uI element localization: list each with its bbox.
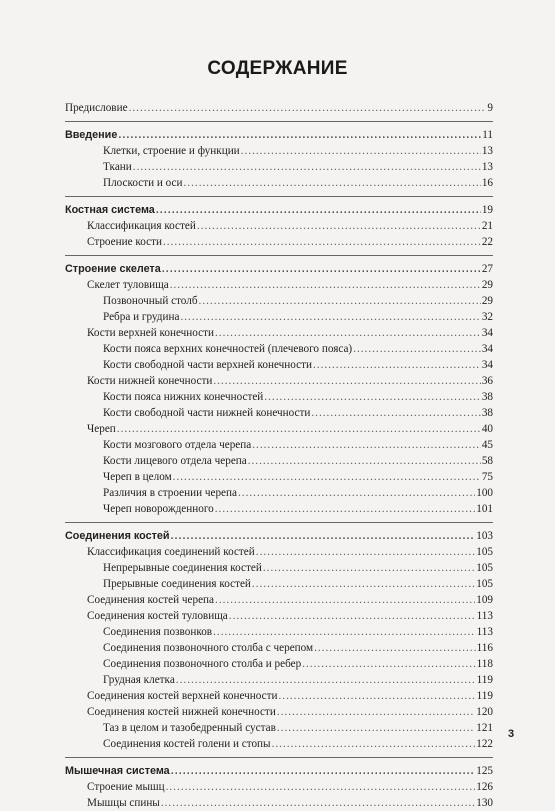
- toc-entry: [65, 389, 493, 405]
- toc-entry-page: 121: [476, 722, 493, 734]
- toc-entry: [65, 218, 493, 234]
- toc-entry-title: Классификация соединений костей: [87, 546, 255, 558]
- toc-entry: [65, 736, 493, 752]
- dot-leader: [252, 576, 475, 592]
- toc-entry-title: Строение скелета: [65, 263, 161, 275]
- toc-entry-title: Кости свободной части нижней конечности: [103, 407, 311, 419]
- toc-entry-title: Череп: [87, 423, 116, 435]
- toc-entry-page: 19: [481, 204, 493, 216]
- toc-entry: [65, 640, 493, 656]
- toc-entry-page: 105: [476, 562, 493, 574]
- toc-entry-page: 113: [476, 626, 493, 638]
- toc-entry-page: 100: [476, 487, 493, 499]
- toc-section-entry: [65, 261, 493, 277]
- dot-leader: [176, 672, 476, 688]
- toc-entry-page: 21: [481, 220, 493, 232]
- toc-entry: [65, 143, 493, 159]
- dot-leader: [213, 624, 476, 640]
- toc-entry: [65, 672, 493, 688]
- toc-entry: [65, 309, 493, 325]
- dot-leader: [302, 656, 475, 672]
- toc-entry: [65, 175, 493, 191]
- toc-entry: [65, 100, 493, 116]
- toc-entry-page: 116: [476, 642, 493, 654]
- dot-leader: [162, 261, 481, 277]
- dot-leader: [277, 704, 475, 720]
- toc-entry: [65, 779, 493, 795]
- dot-leader: [156, 202, 481, 218]
- toc-entry-title: Кости верхней конечности: [87, 327, 214, 339]
- toc-entry-title: Мышечная система: [65, 765, 170, 777]
- dot-leader: [263, 560, 475, 576]
- dot-leader: [166, 779, 476, 795]
- toc-entry-title: Скелет туловища: [87, 279, 169, 291]
- dot-leader: [133, 159, 481, 175]
- dot-leader: [161, 795, 475, 811]
- toc-entry-page: 34: [481, 327, 493, 339]
- toc-entry: [65, 453, 493, 469]
- toc-entry-title: Соединения позвоночного столба и ребер: [103, 658, 302, 670]
- toc-entry-page: 105: [476, 578, 493, 590]
- toc-entry-title: Таз в целом и тазобедренный сустав: [103, 722, 276, 734]
- toc-entry: [65, 560, 493, 576]
- toc-entry-page: 75: [481, 471, 493, 483]
- toc-entry-title: Соединения костей верхней конечности: [87, 690, 278, 702]
- toc-entry-page: 130: [476, 797, 493, 809]
- toc-section-entry: [65, 528, 493, 544]
- toc-entry: [65, 341, 493, 357]
- toc-entry-page: 16: [481, 177, 493, 189]
- toc-entry: [65, 720, 493, 736]
- toc-entry-title: Прерывные соединения костей: [103, 578, 251, 590]
- toc-entry-title: Предисловие: [65, 102, 128, 114]
- toc-entry-title: Кости свободной части верхней конечности: [103, 359, 312, 371]
- toc-entry-title: Ребра и грудина: [103, 311, 180, 323]
- toc-entry-page: 58: [481, 455, 493, 467]
- table-of-contents: [65, 100, 493, 811]
- toc-entry-title: Соединения костей нижней конечности: [87, 706, 276, 718]
- toc-entry-page: 36: [481, 375, 493, 387]
- toc-entry-page: 118: [476, 658, 493, 670]
- toc-entry-page: 13: [481, 145, 493, 157]
- toc-entry: [65, 608, 493, 624]
- toc-entry-page: 40: [481, 423, 493, 435]
- section-divider: [65, 196, 493, 197]
- section-divider: [65, 121, 493, 122]
- toc-entry: [65, 234, 493, 250]
- dot-leader: [173, 469, 481, 485]
- toc-entry-page: 119: [476, 690, 493, 702]
- toc-entry-page: 29: [481, 279, 493, 291]
- toc-entry: [65, 277, 493, 293]
- toc-entry-title: Соединения костей туловища: [87, 610, 228, 622]
- toc-entry-title: Ткани: [103, 161, 132, 173]
- toc-entry-page: 29: [481, 295, 493, 307]
- dot-leader: [314, 640, 476, 656]
- toc-entry-page: 113: [476, 610, 493, 622]
- toc-entry-title: Строение мышц: [87, 781, 165, 793]
- page-title: СОДЕРЖАНИЕ: [207, 58, 348, 79]
- page-number: 3: [508, 728, 515, 740]
- toc-entry: [65, 501, 493, 517]
- toc-entry-page: 120: [476, 706, 493, 718]
- toc-entry-page: 109: [476, 594, 493, 606]
- toc-entry: [65, 293, 493, 309]
- toc-entry-title: Плоскости и оси: [103, 177, 183, 189]
- dot-leader: [197, 218, 481, 234]
- dot-leader: [248, 453, 481, 469]
- dot-leader: [117, 421, 481, 437]
- dot-leader: [353, 341, 481, 357]
- toc-section-entry: [65, 763, 493, 779]
- toc-entry-page: 122: [476, 738, 493, 750]
- toc-entry: [65, 624, 493, 640]
- toc-entry: [65, 576, 493, 592]
- toc-entry-title: Соединения костей черепа: [87, 594, 215, 606]
- dot-leader: [213, 373, 480, 389]
- toc-entry-page: 13: [481, 161, 493, 173]
- section-divider: [65, 757, 493, 758]
- toc-entry-title: Различия в строении черепа: [103, 487, 237, 499]
- toc-entry-page: 34: [481, 343, 493, 355]
- toc-entry-page: 38: [481, 391, 493, 403]
- toc-entry: [65, 325, 493, 341]
- toc-entry-title: Кости нижней конечности: [87, 375, 213, 387]
- dot-leader: [118, 127, 481, 143]
- toc-entry-page: 125: [476, 765, 493, 777]
- toc-entry-title: Кости мозгового отдела черепа: [103, 439, 252, 451]
- toc-entry-page: 34: [481, 359, 493, 371]
- toc-entry: [65, 795, 493, 811]
- toc-entry-title: Череп в целом: [103, 471, 172, 483]
- dot-leader: [241, 143, 481, 159]
- toc-entry-title: Грудная клетка: [103, 674, 175, 686]
- toc-entry-page: 105: [476, 546, 493, 558]
- toc-entry-page: 103: [476, 530, 493, 542]
- dot-leader: [171, 763, 476, 779]
- toc-entry-title: Клетки, строение и функции: [103, 145, 240, 157]
- dot-leader: [238, 485, 475, 501]
- toc-entry-title: Классификация костей: [87, 220, 196, 232]
- toc-entry: [65, 704, 493, 720]
- toc-entry-title: Кости пояса нижних конечностей: [103, 391, 264, 403]
- dot-leader: [215, 592, 475, 608]
- section-divider: [65, 522, 493, 523]
- dot-leader: [272, 736, 476, 752]
- dot-leader: [256, 544, 475, 560]
- toc-entry-title: Кости пояса верхних конечностей (плечевого пояса): [103, 343, 353, 355]
- toc-entry-title: Кости лицевого отдела черепа: [103, 455, 247, 467]
- toc-entry-title: Непрерывные соединения костей: [103, 562, 262, 574]
- toc-entry-page: 45: [481, 439, 493, 451]
- dot-leader: [229, 608, 476, 624]
- toc-section-entry: [65, 202, 493, 218]
- dot-leader: [184, 175, 481, 191]
- toc-entry-page: 101: [476, 503, 493, 515]
- toc-entry: [65, 656, 493, 672]
- dot-leader: [170, 277, 481, 293]
- toc-entry: [65, 469, 493, 485]
- toc-entry: [65, 437, 493, 453]
- toc-entry-title: Череп новорожденного: [103, 503, 214, 515]
- toc-entry-page: 11: [482, 129, 493, 141]
- section-divider: [65, 255, 493, 256]
- toc-entry: [65, 373, 493, 389]
- toc-entry-title: Соединения позвонков: [103, 626, 213, 638]
- toc-entry: [65, 357, 493, 373]
- dot-leader: [199, 293, 481, 309]
- toc-entry: [65, 405, 493, 421]
- dot-leader: [278, 688, 475, 704]
- toc-entry-title: Введение: [65, 129, 118, 141]
- toc-entry-page: 32: [481, 311, 493, 323]
- toc-entry-page: 27: [481, 263, 493, 275]
- toc-entry-page: 38: [481, 407, 493, 419]
- toc-entry: [65, 544, 493, 560]
- toc-entry: [65, 688, 493, 704]
- dot-leader: [163, 234, 481, 250]
- toc-entry: [65, 592, 493, 608]
- dot-leader: [129, 100, 487, 116]
- toc-section-entry: [65, 127, 493, 143]
- toc-entry: [65, 421, 493, 437]
- dot-leader: [252, 437, 481, 453]
- toc-entry-title: Строение кости: [87, 236, 162, 248]
- toc-entry-title: Соединения костей: [65, 530, 170, 542]
- toc-entry: [65, 159, 493, 175]
- toc-entry: [65, 485, 493, 501]
- dot-leader: [180, 309, 480, 325]
- toc-entry-page: 119: [476, 674, 493, 686]
- dot-leader: [311, 405, 480, 421]
- toc-entry-title: Костная система: [65, 204, 155, 216]
- toc-entry-title: Позвоночный столб: [103, 295, 198, 307]
- toc-entry-page: 9: [487, 102, 493, 114]
- toc-entry-title: Мышцы спины: [87, 797, 160, 809]
- dot-leader: [215, 501, 475, 517]
- toc-entry-page: 126: [476, 781, 493, 793]
- toc-entry-title: Соединения костей голени и стопы: [103, 738, 271, 750]
- dot-leader: [313, 357, 481, 373]
- dot-leader: [277, 720, 475, 736]
- dot-leader: [215, 325, 481, 341]
- dot-leader: [171, 528, 476, 544]
- dot-leader: [264, 389, 481, 405]
- toc-entry-title: Соединения позвоночного столба с черепом: [103, 642, 314, 654]
- toc-entry-page: 22: [481, 236, 493, 248]
